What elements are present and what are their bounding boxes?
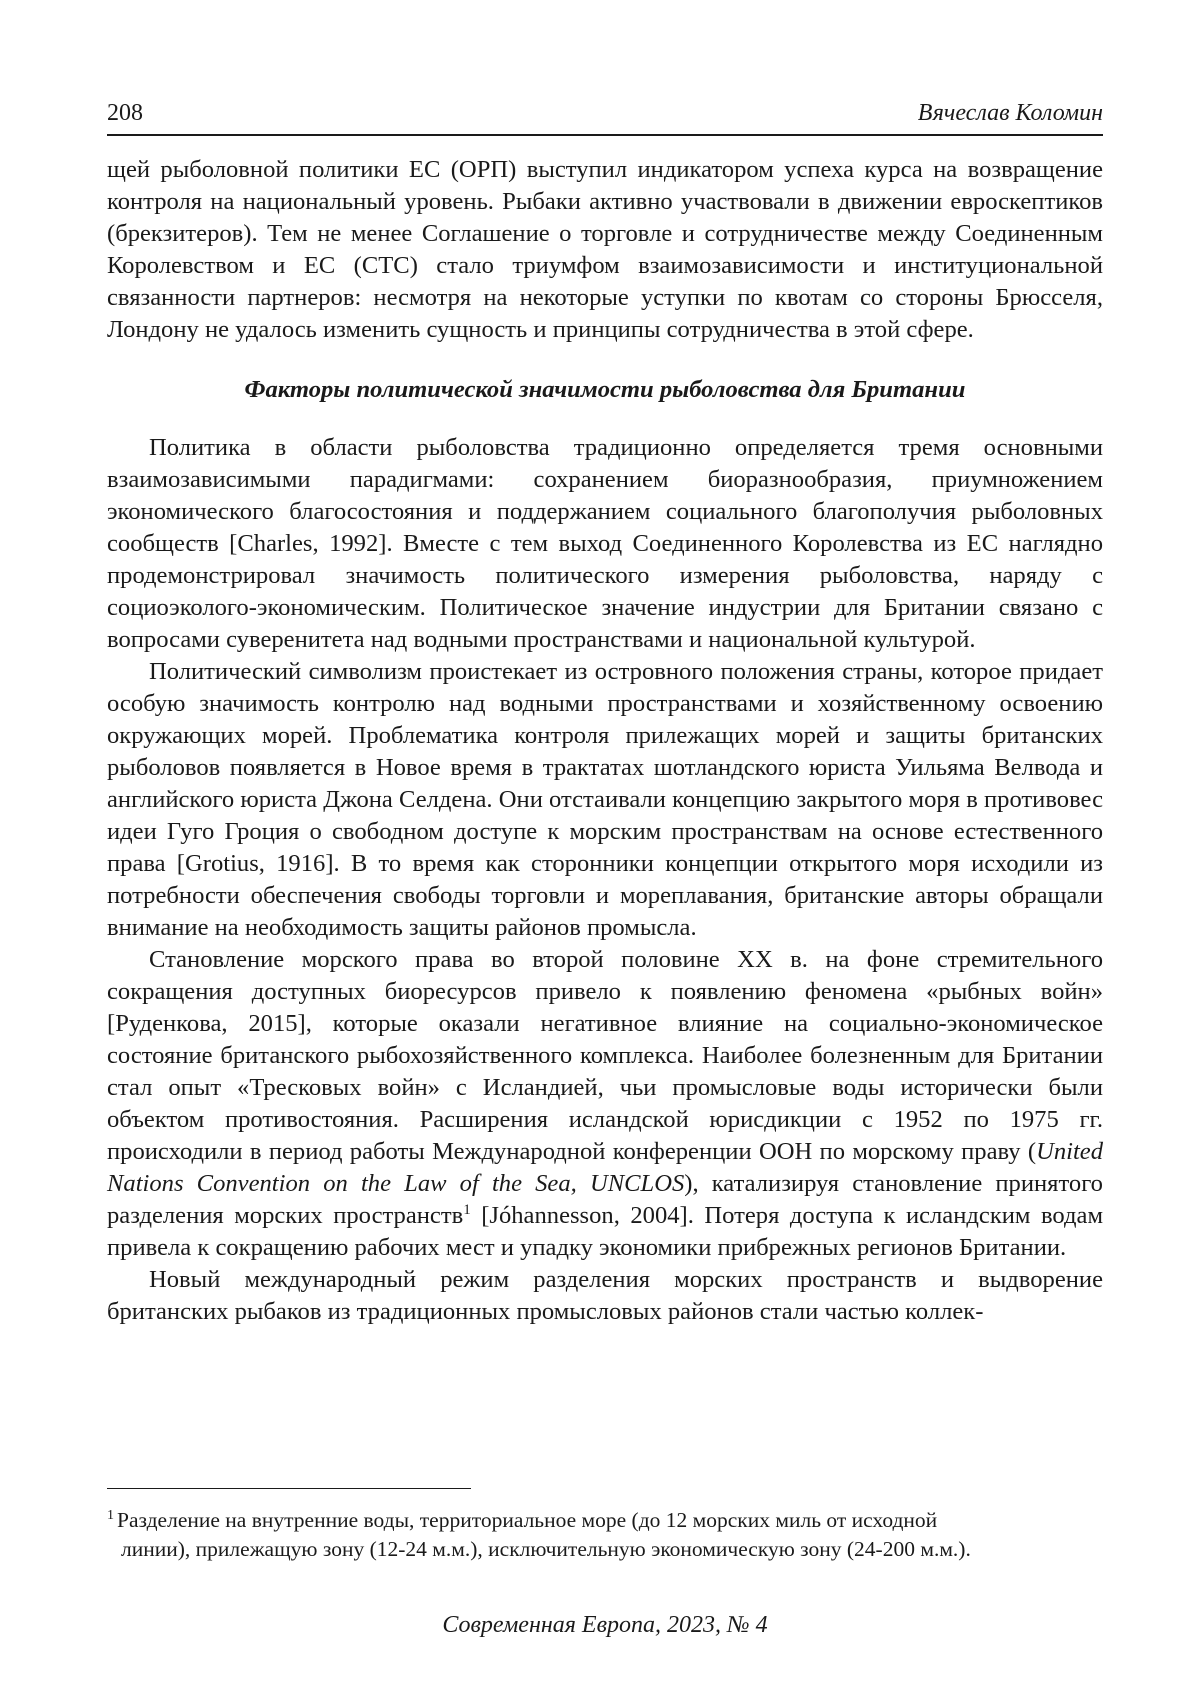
paragraph-3 (107, 944, 1103, 1264)
footnote-divider (107, 1488, 471, 1489)
paragraph-3-text-a: Становление морского права во второй половине XX в. на фоне стремительного сокращения доступных биоресурсов привело к появлению феномена «рыбных войн» [Руденкова, 2015], которые оказали негативное влияние на социально-экономическое состояние британского рыбохозяйственного комплекса. Наиболее болезненным для Британии стал опыт «Тресковых войн» с Исландией, чьи промысловые воды исторически были объектом противостояния. Расширения исландской юрисдикции с 1952 по 1975 гг. происходили в период работы Международной конференции ООН по морскому праву ( (107, 946, 1103, 1165)
paragraph-4: Новый международный режим разделения морских пространств и выдворение британских рыбаков из традиционных промысловых районов стали частью коллек- (107, 1266, 1103, 1325)
section-heading: Факторы политической значимости рыболовства для Британии (244, 376, 966, 403)
page (107, 98, 1104, 1638)
intro-paragraph: щей рыболовной политики ЕС (ОРП) выступил индикатором успеха курса на возвращение контроля на национальный уровень. Рыбаки активно участвовали в движении евроскептиков (брекзитеров). Тем не менее Соглашение о торговле и сотрудничестве между Соединенным Королевством и ЕС (СТС) стало триумфом взаимозависимости и институциональной связанности партнеров: несмотря на некоторые уступки по квотам со стороны Брюсселя, Лондону не удалось изменить сущность и принципы сотрудничества в этой сфере. (107, 156, 1103, 343)
footnote-mark: 1 (107, 1507, 114, 1523)
journal-footer: Современная Европа, 2023, № 4 (442, 1612, 768, 1638)
unclos-title: United Nations Convention on the Law of the Sea, UNCLOS (107, 1138, 1103, 1197)
footnote-line-1: Разделение на внутренние воды, территориальное море (до 12 морских миль от исходной (117, 1508, 938, 1532)
page-number: 208 (107, 100, 143, 126)
paragraph-1: Политика в области рыболовства традиционно определяется тремя основными взаимозависимыми парадигмами: сохранением биоразнообразия, приумножением экономического благосостояния и поддержанием социального благополучия рыболовных сообществ [Charles, 1992]. Вместе с тем выход Соединенного Королевства из ЕС наглядно продемонстрировал значимость политического измерения рыболовства, наряду с социоэколого-экономическим. Политическое значение индустрии для Британии связано с вопросами суверенитета над водными пространствами и национальной культурой. (107, 434, 1103, 653)
paragraph-3-text-c: [Jóhannesson, 2004]. Потеря доступа к исландским водам привела к сокращению рабочих мест и упадку экономики прибрежных регионов Британии. (107, 1202, 1104, 1261)
paragraph-2: Политический символизм проистекает из островного положения страны, которое придает особую значимость контролю над водными пространствами и хозяйственному освоению окружающих морей. Проблематика контроля прилежащих морей и защиты британских рыболовов появляется в Новое время в трактатах шотландского юриста Уильяма Велвода и английского юриста Джона Селдена. Они отстаивали концепцию закрытого моря в противовес идеи Гуго Гроция о свободном доступе к морским пространствам на основе естественного права [Grotius, 1916]. В то время как сторонники концепции открытого моря исходили из потребности обеспечения свободы торговли и мореплавания, британские авторы обращали внимание на необходимость защиты районов промысла. (107, 658, 1103, 941)
running-head (107, 98, 1103, 136)
footnote (107, 1506, 1103, 1564)
footnote-line-2: линии), прилежащую зону (12-24 м.м.), исключительную экономическую зону (24-200 м.м.). (121, 1537, 971, 1561)
body-text (107, 154, 1103, 1328)
footnote-reference[interactable]: 1 (463, 1201, 471, 1218)
running-head-author: Вячеслав Коломин (917, 100, 1103, 126)
paragraph-3-text-b: ), катализируя становление принятого разделения морских пространств (107, 1170, 1103, 1229)
